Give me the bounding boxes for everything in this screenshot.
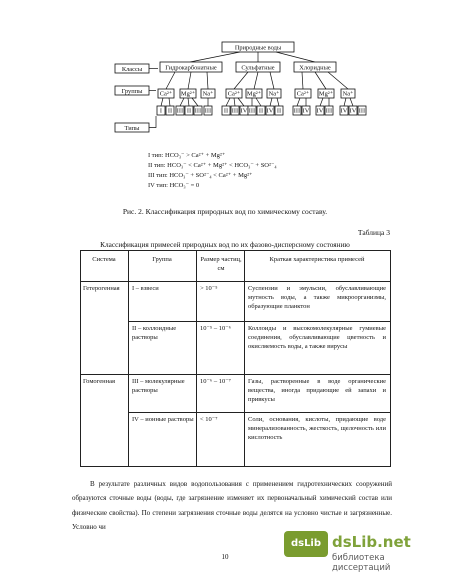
diagram-root-connectors — [190, 52, 315, 62]
diagram-class-connectors — [166, 72, 348, 89]
diagram-group-label-1: Ca²⁺ — [159, 90, 173, 98]
table-header-group: Группа — [152, 256, 172, 263]
paragraph-line-3: химический состав или физические свойства). По степени загрязнения сточные воды делятся — [72, 494, 392, 517]
diagram-type-label-3: III — [176, 107, 184, 115]
table-row-3-size: 10⁻⁶ – 10⁻⁷ — [200, 378, 231, 385]
diagram-type-label-8: III — [231, 107, 239, 115]
table-row-1-size: > 10⁻⁵ — [200, 285, 218, 292]
table-row-2-group: II – коллоидные растворы — [132, 325, 177, 341]
diagram-classes-label: Классы — [121, 65, 143, 73]
diagram-type-label-13: II — [276, 107, 282, 115]
diagram-groups-label: Группы — [121, 87, 143, 95]
diagram-group-label-2: Mg²⁺ — [180, 90, 196, 98]
type-rule-4: IV тип: HCO₃⁻ = 0 — [148, 182, 200, 189]
table-row-2-size: 10⁻⁵ – 10⁻⁶ — [200, 325, 231, 332]
watermark — [284, 531, 442, 573]
diagram-type-label-2: II — [167, 107, 173, 115]
paragraph-line-4: на условно чистые и загрязненные. Условно чи — [72, 508, 392, 532]
watermark-subtitle: библиотека диссертаций — [332, 553, 391, 573]
classification-diagram — [0, 0, 450, 200]
diagram-type-label-20: III — [358, 107, 366, 115]
table-row-1-system: Гетерогенная — [83, 285, 120, 292]
table-row-2-desc: Коллоиды и высокомолекулярные гумиевые соединения, обуславливающие цветность и окисляемость воды, а также вирусы — [248, 325, 386, 350]
diagram-type-label-16: IV — [316, 107, 324, 115]
table-row-3-group: III – молекулярные растворы — [132, 378, 185, 394]
table-row-3-desc: Газы, растворенные в воде органические вещества, иногда придающие ей запахи и привкусы — [248, 378, 386, 403]
diagram-type-label-5: III — [194, 107, 202, 115]
diagram-type-label-1: I — [159, 107, 163, 115]
diagram-type-label-18: IV — [340, 107, 348, 115]
diagram-root-label: Природные воды — [234, 44, 282, 52]
diagram-type-label-14: III — [293, 107, 301, 115]
diagram-class-label-2: Сульфатные — [241, 64, 275, 72]
paragraph-line-2: сооружений образуются сточные воды (воды, где загрязнение изменяет их первоначальный — [72, 480, 393, 503]
diagram-group-label-9: Na⁺ — [342, 90, 354, 98]
diagram-group-label-4: Ca²⁺ — [227, 90, 241, 98]
table-header-desc: Краткая характеристика примесей — [269, 256, 365, 263]
diagram-type-label-15: IV — [302, 107, 310, 115]
type-rule-3: III тип: HCO₃⁻ + SO²⁻₄ < Ca²⁺ + Mg²⁺ — [148, 172, 253, 179]
table-header-size: Размер частиц, см — [200, 256, 242, 272]
diagram-type-label-6: III — [204, 107, 212, 115]
table-row-1-group: I – взвеси — [132, 285, 159, 292]
diagram-types-arrow — [149, 116, 156, 128]
type-rule-2: II тип: HCO₃⁻ < Ca²⁺ + Mg²⁺ < HCO₃⁻ + SO²⁻₄ — [148, 162, 277, 169]
table-number: Таблица 3 — [357, 228, 390, 237]
diagram-type-label-10: III — [248, 107, 256, 115]
diagram-type-label-7: II — [223, 107, 229, 115]
body-paragraph — [72, 477, 392, 535]
watermark-site[interactable]: dsLib.net — [332, 533, 411, 551]
table-row-1-desc: Суспензии и эмульсии, обуславливающие мутность воды, а также микроорганизмы, образующие планктон — [248, 285, 386, 310]
diagram-types-label: Типы — [124, 124, 140, 132]
diagram-type-label-11: II — [258, 107, 264, 115]
diagram-group-boxes — [158, 89, 355, 98]
diagram-group-label-3: Na⁺ — [202, 90, 214, 98]
figure-caption: Рис. 2. Классификация природных вод по химическому составу. — [122, 207, 328, 216]
table-row-4-size: < 10⁻⁷ — [200, 416, 218, 423]
table-header-system: Система — [92, 256, 116, 263]
diagram-group-label-6: Na⁺ — [268, 90, 280, 98]
diagram-type-label-19: IV — [349, 107, 357, 115]
diagram-class-label-3: Хлоридные — [299, 64, 331, 72]
type-rule-1: I тип: HCO₃⁻ > Ca²⁺ + Mg²⁺ — [148, 152, 226, 159]
table-row-4-group: IV – ионные растворы — [132, 416, 194, 423]
diagram-group-label-5: Mg²⁺ — [246, 90, 262, 98]
diagram-group-label-8: Mg²⁺ — [318, 90, 334, 98]
table-row-3-system: Гомогенная — [83, 378, 115, 385]
paragraph-line-1: В результате различных видов водопользования с применением гидротехнических — [90, 480, 353, 488]
diagram-group-label-7: Ca²⁺ — [296, 90, 310, 98]
dslib-logo-icon: dsLib — [284, 531, 328, 557]
diagram-type-label-17: III — [325, 107, 333, 115]
diagram-type-label-12: IV — [266, 107, 274, 115]
diagram-class-label-1: Гидрокарбонатные — [165, 64, 217, 72]
table-title: Классификация примесей природных вод по их фазово-дисперсному состоянию — [100, 240, 350, 249]
diagram-type-label-4: II — [186, 107, 192, 115]
diagram-type-boxes — [157, 106, 366, 115]
diagram-type-label-9: IV — [240, 107, 248, 115]
table-row-4-desc: Соли, основания, кислоты, придающие воде минерализованность, жесткость, щелочность или кислотность — [248, 416, 386, 441]
page-number: 10 — [221, 553, 229, 561]
diagram-group-connectors — [161, 98, 353, 106]
